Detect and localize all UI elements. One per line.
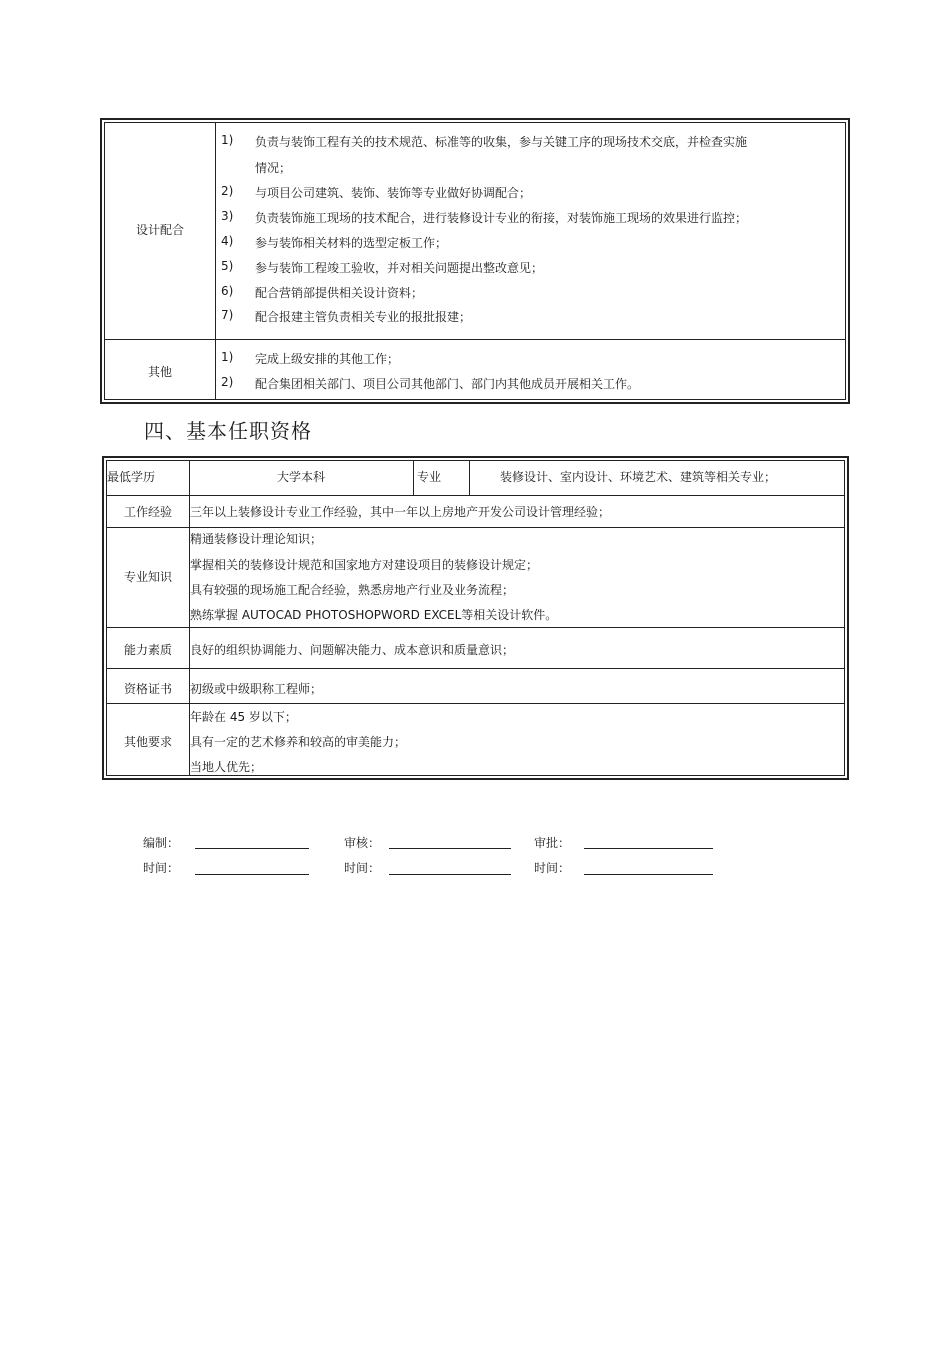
other-req-line: 具有一定的艺术修养和较高的审美能力； — [190, 735, 407, 749]
item-text: 配合集团相关部门、项目公司其他部门、部门内其他成员开展相关工作。 — [255, 377, 640, 391]
education-value: 大学本科 — [276, 470, 325, 484]
row-divider — [107, 627, 844, 628]
knowledge-line: 掌握相关的装修设计规范和国家地方对建设项目的装修设计规定； — [190, 558, 539, 572]
reviewed-time-line[interactable] — [389, 874, 511, 875]
item-number: 2) — [221, 375, 234, 389]
major-label: 专业 — [417, 470, 442, 484]
item-number: 2) — [221, 184, 234, 198]
row-divider — [107, 703, 844, 704]
item-number: 1) — [221, 350, 234, 364]
experience-text: 三年以上装修设计专业工作经验，其中一年以上房地产开发公司设计管理经验； — [190, 505, 611, 519]
row-divider — [107, 527, 844, 528]
item-text: 与项目公司建筑、装饰、装饰等专业做好协调配合； — [255, 186, 532, 200]
row-label-certificate: 资格证书 — [123, 682, 172, 696]
row-label-knowledge: 专业知识 — [123, 570, 172, 584]
item-number: 6) — [221, 284, 234, 298]
certificate-text: 初级或中级职称工程师； — [190, 682, 323, 696]
major-value: 装修设计、室内设计、环境艺术、建筑等相关专业； — [500, 470, 777, 484]
item-text: 负责装饰施工现场的技术配合，进行装修设计专业的衔接，对装饰施工现场的效果进行监控； — [255, 211, 748, 225]
section-heading: 四、基本任职资格 — [144, 419, 312, 443]
item-text: 完成上级安排的其他工作； — [255, 352, 400, 366]
item-number: 3) — [221, 209, 234, 223]
reviewed-by-label: 审核： — [344, 836, 381, 850]
other-req-line: 年龄在 45 岁以下； — [190, 710, 297, 724]
item-text-cont: 情况； — [255, 161, 292, 175]
prepared-time-line[interactable] — [195, 874, 309, 875]
item-text: 负责与装饰工程有关的技术规范、标准等的收集，参与关键工序的现场技术交底，并检查实施 — [255, 135, 748, 149]
prepared-by-label: 编制： — [143, 836, 180, 850]
prepared-by-line[interactable] — [195, 848, 309, 849]
column-divider — [215, 123, 216, 399]
item-text: 配合报建主管负责相关专业的报批报建； — [255, 310, 472, 324]
reviewed-time-label: 时间： — [344, 861, 381, 875]
item-text: 配合营销部提供相关设计资料； — [255, 286, 424, 300]
knowledge-line: 熟练掌握 AUTOCAD PHOTOSHOPWORD EXCEL等相关设计软件。 — [190, 608, 558, 622]
approved-by-line[interactable] — [584, 848, 713, 849]
row-label-other-req: 其他要求 — [123, 735, 172, 749]
item-number: 7) — [221, 308, 234, 322]
item-text: 参与装饰工程竣工验收，并对相关问题提出整改意见； — [255, 261, 544, 275]
row-divider — [107, 668, 844, 669]
other-req-line: 当地人优先； — [190, 760, 263, 774]
knowledge-line: 具有较强的现场施工配合经验，熟悉房地产行业及业务流程； — [190, 583, 515, 597]
row-label-design: 设计配合 — [135, 223, 184, 237]
prepared-time-label: 时间： — [143, 861, 180, 875]
column-divider — [469, 461, 470, 495]
table-inner-border — [104, 122, 846, 400]
item-number: 1) — [221, 133, 234, 147]
row-label-experience: 工作经验 — [123, 505, 172, 519]
education-label: 最低学历 — [107, 470, 156, 484]
approved-by-label: 审批： — [534, 836, 571, 850]
table-inner-border — [106, 460, 845, 776]
row-divider — [107, 495, 844, 496]
ability-text: 良好的组织协调能力、问题解决能力、成本意识和质量意识； — [190, 643, 515, 657]
item-text: 参与装饰相关材料的选型定板工作； — [255, 236, 448, 250]
approved-time-line[interactable] — [584, 874, 713, 875]
knowledge-line: 精通装修设计理论知识； — [190, 532, 323, 546]
approved-time-label: 时间： — [534, 861, 571, 875]
row-divider — [105, 339, 845, 340]
row-label-other: 其他 — [147, 365, 172, 379]
row-label-ability: 能力素质 — [123, 643, 172, 657]
item-number: 5) — [221, 259, 234, 273]
column-divider — [413, 461, 414, 495]
qualifications-table — [102, 456, 849, 780]
reviewed-by-line[interactable] — [389, 848, 511, 849]
item-number: 4) — [221, 234, 234, 248]
responsibilities-table — [100, 118, 850, 404]
